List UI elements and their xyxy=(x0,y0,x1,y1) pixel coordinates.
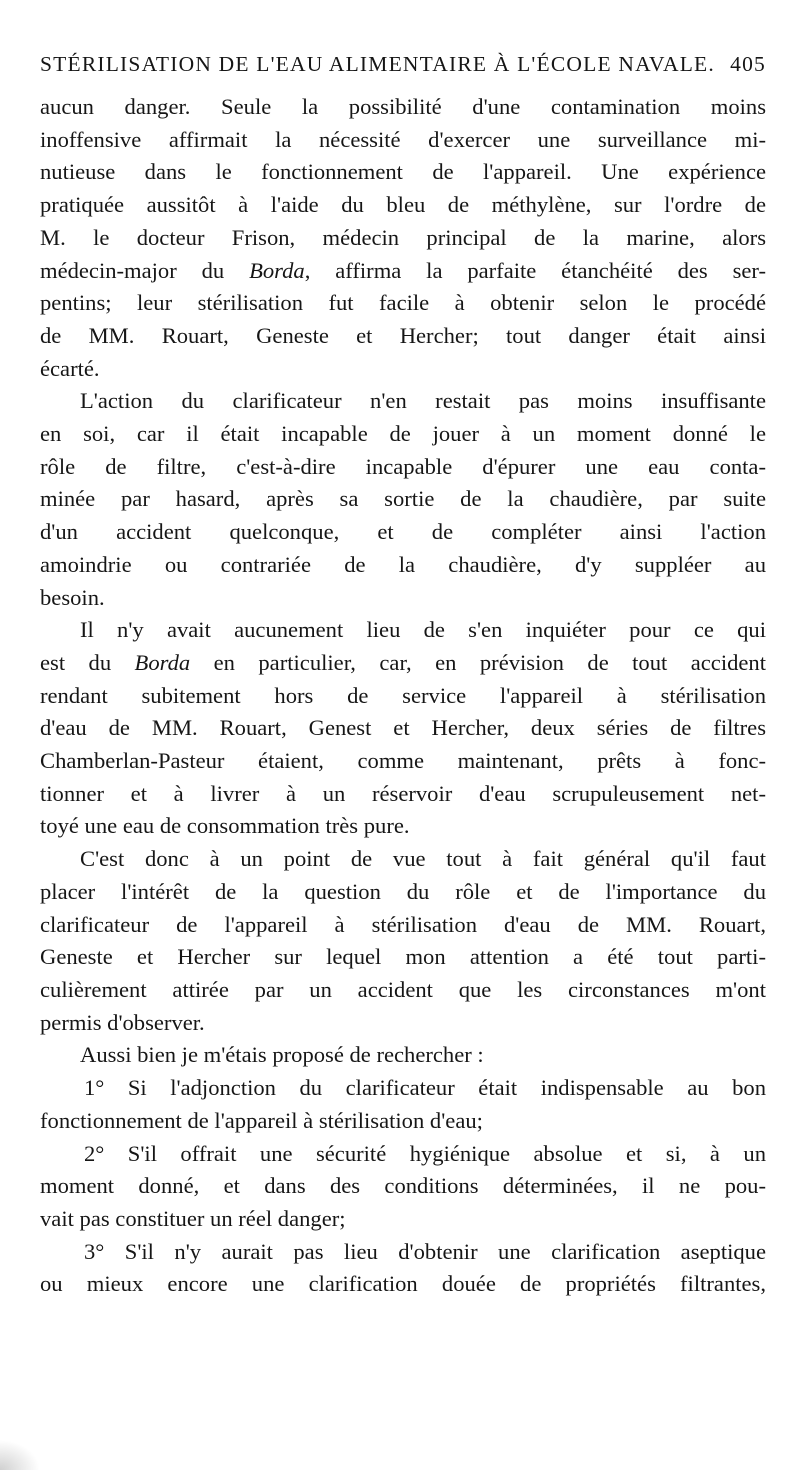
body-text xyxy=(40,91,766,1301)
running-head xyxy=(40,52,766,77)
paragraph-2 xyxy=(40,385,766,614)
list-item-2 xyxy=(40,1138,766,1236)
text-line: placer l'intérêt de la question du rôle et de l'importance du xyxy=(40,878,766,904)
text-run: est du xyxy=(40,649,135,675)
text-line: Chamberlan-Pasteur étaient, comme maintenant, prêts à fonc- xyxy=(40,748,766,774)
text-line: Geneste et Hercher sur lequel mon attention a été tout parti- xyxy=(40,944,766,970)
text-line: L'action du clarificateur n'en restait pas moins insuffisante xyxy=(80,388,766,414)
text-line: d'eau de MM. Rouart, Genest et Hercher, deux séries de filtres xyxy=(40,715,766,741)
text-line: Aussi bien je m'étais proposé de rechercher : xyxy=(80,1042,484,1068)
paragraph-1 xyxy=(40,91,766,385)
text-line: 3° S'il n'y aurait pas lieu d'obtenir une clarification aseptique xyxy=(84,1238,766,1264)
text-line: d'un accident quelconque, et de compléter ainsi l'action xyxy=(40,519,766,545)
text-run: , affirma la parfaite étanchéité des ser- xyxy=(304,257,766,283)
text-line: de MM. Rouart, Geneste et Hercher; tout danger était ainsi xyxy=(40,322,766,348)
text-line: aucun danger. Seule la possibilité d'une contamination moins xyxy=(40,94,766,119)
text-line: rendant subitement hors de service l'appareil à stérilisation xyxy=(40,682,766,708)
text-line: moment donné, et dans des conditions déterminées, il ne pou- xyxy=(40,1173,766,1199)
text-line xyxy=(40,255,766,288)
page-smudge xyxy=(0,1440,40,1470)
ship-name: Borda xyxy=(249,257,305,283)
text-line: rôle de filtre, c'est-à-dire incapable d'épurer une eau conta- xyxy=(40,453,766,479)
paragraph-4 xyxy=(40,843,766,1039)
ship-name: Borda xyxy=(134,649,191,675)
text-line: fonctionnement de l'appareil à stérilisation d'eau; xyxy=(40,1107,483,1133)
text-line: culièrement attirée par un accident que les circonstances m'ont xyxy=(40,976,766,1002)
text-run: en particulier, car, en prévision de tout accident xyxy=(190,649,766,675)
text-line: ou mieux encore une clarification douée de propriétés filtrantes, xyxy=(40,1271,766,1297)
text-line xyxy=(40,647,766,680)
text-line: permis d'observer. xyxy=(40,1009,205,1035)
text-line: inoffensive affirmait la nécessité d'exercer une surveillance mi- xyxy=(40,126,766,152)
text-run: médecin-major du xyxy=(40,257,250,283)
text-line: 2° S'il offrait une sécurité hygiénique absolue et si, à un xyxy=(84,1140,766,1166)
list-item-3 xyxy=(40,1236,766,1301)
list-item-1 xyxy=(40,1072,766,1137)
text-line: besoin. xyxy=(40,584,105,610)
text-line: pratiquée aussitôt à l'aide du bleu de méthylène, sur l'ordre de xyxy=(40,192,766,218)
text-line: 1° Si l'adjonction du clarificateur était indispensable au bon xyxy=(84,1075,766,1101)
text-line: Il n'y avait aucunement lieu de s'en inquiéter pour ce qui xyxy=(80,617,766,643)
text-line: vait pas constituer un réel danger; xyxy=(40,1205,346,1231)
text-line: nutieuse dans le fonctionnement de l'appareil. Une expérience xyxy=(40,159,766,185)
text-line: pentins; leur stérilisation fut facile à obtenir selon le procédé xyxy=(40,290,766,316)
paragraph-5 xyxy=(40,1039,766,1072)
text-line: minée par hasard, après sa sortie de la chaudière, par suite xyxy=(40,486,766,512)
text-line: écarté. xyxy=(40,355,100,381)
text-line: en soi, car il était incapable de jouer à un moment donné le xyxy=(40,421,766,447)
text-line: toyé une eau de consommation très pure. xyxy=(40,813,410,839)
text-line: C'est donc à un point de vue tout à fait général qu'il faut xyxy=(80,846,766,872)
text-line: M. le docteur Frison, médecin principal de la marine, alors xyxy=(40,224,766,250)
running-title: STÉRILISATION DE L'EAU ALIMENTAIRE À L'ÉCOLE NAVALE. xyxy=(40,52,715,76)
text-line: amoindrie ou contrariée de la chaudière, d'y suppléer au xyxy=(40,551,766,577)
page-number: 405 xyxy=(730,52,766,76)
text-line: clarificateur de l'appareil à stérilisation d'eau de MM. Rouart, xyxy=(40,911,766,937)
text-line: tionner et à livrer à un réservoir d'eau scrupuleusement net- xyxy=(40,780,766,806)
paragraph-3 xyxy=(40,614,766,843)
